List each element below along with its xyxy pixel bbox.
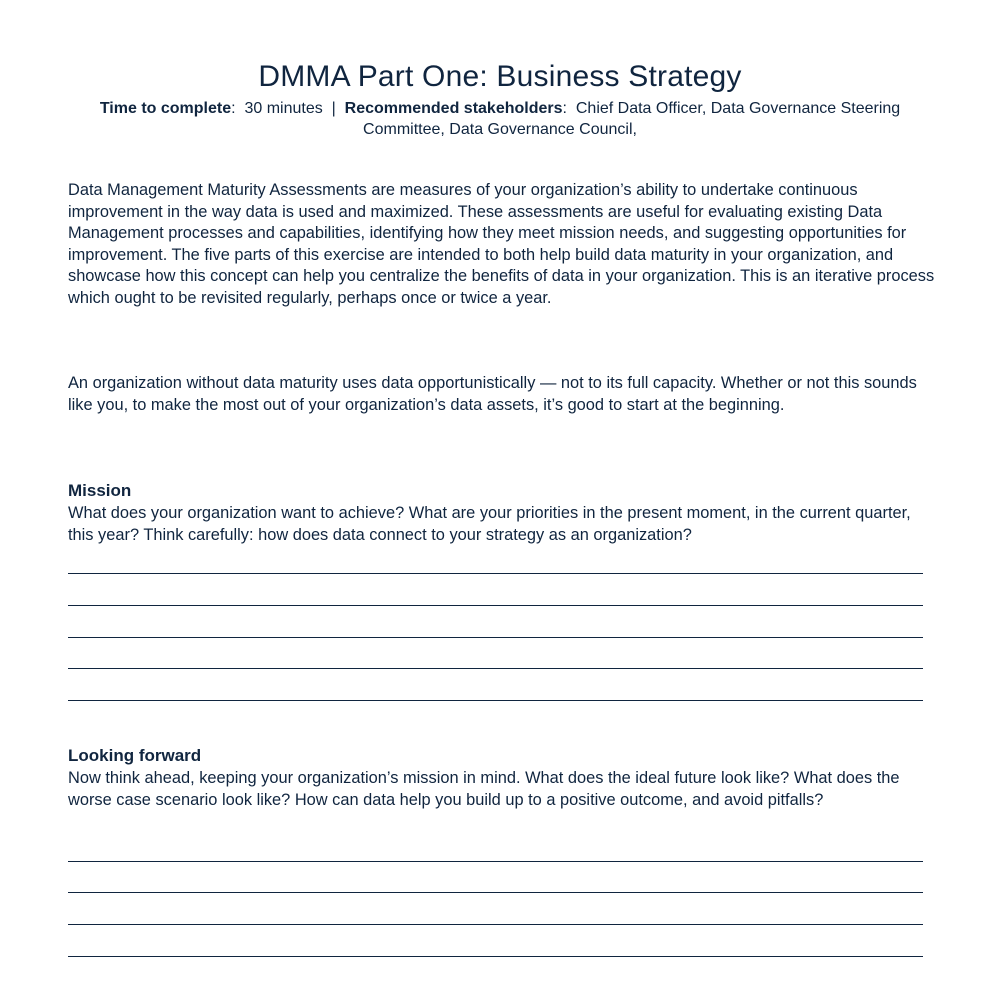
- page-title: DMMA Part One: Business Strategy: [258, 60, 742, 94]
- looking-forward-answer-line[interactable]: [68, 861, 923, 862]
- intro-paragraph-1: Data Management Maturity Assessments are measures of your organization’s ability to undertake continuous improvement in the way data is used and maximized. These assessments are useful for evaluating existing Data Management processes and capabilities, identifying how they meet mission needs, and suggesting opportunities for improvement. The five parts of this exercise are intended to both help build data maturity in your organization, and showcase how this concept can help you centralize the benefits of data in your organization. This is an iterative process which ought to be revisited regularly, perhaps once or twice a year.: [68, 181, 935, 307]
- looking-forward-answer-line[interactable]: [68, 892, 923, 893]
- looking-forward-prompt: Now think ahead, keeping your organization’s mission in mind. What does the ideal future look like? What does the worse case scenario look like? How can data help you build up to a positive outcome, and avoid pitfalls?: [68, 769, 900, 809]
- time-label: Time to complete: [99, 100, 232, 117]
- stakeholders-value: Chief Data Officer, Data Governance Steering Committee, Data Governance Council,: [363, 100, 901, 138]
- meta-separator: |: [331, 100, 336, 117]
- stakeholders-label: Recommended stakeholders: [344, 100, 563, 117]
- mission-heading: Mission: [68, 481, 132, 500]
- time-value: 30 minutes: [244, 100, 323, 117]
- mission-answer-line[interactable]: [68, 573, 923, 574]
- mission-answer-line[interactable]: [68, 700, 923, 701]
- mission-prompt: What does your organization want to achieve? What are your priorities in the present moment, in the current quarter, this year? Think carefully: how does data connect to your strategy as an organization?: [68, 504, 911, 544]
- mission-answer-line[interactable]: [68, 668, 923, 669]
- looking-forward-heading: Looking forward: [68, 746, 202, 765]
- looking-forward-answer-line[interactable]: [68, 956, 923, 957]
- mission-answer-line[interactable]: [68, 637, 923, 638]
- intro-paragraph-2: An organization without data maturity uses data opportunistically — not to its full capacity. Whether or not this sounds like you, to make the most out of your organization’s data assets, it’s good to start at the beginning.: [68, 374, 917, 414]
- looking-forward-answer-line[interactable]: [68, 924, 923, 925]
- mission-answer-line[interactable]: [68, 605, 923, 606]
- assessment-meta: Time to complete: 30 minutes | Recommended stakeholders: Chief Data Officer, Data Governance Steering Committee, Data Governance Council,: [99, 100, 901, 138]
